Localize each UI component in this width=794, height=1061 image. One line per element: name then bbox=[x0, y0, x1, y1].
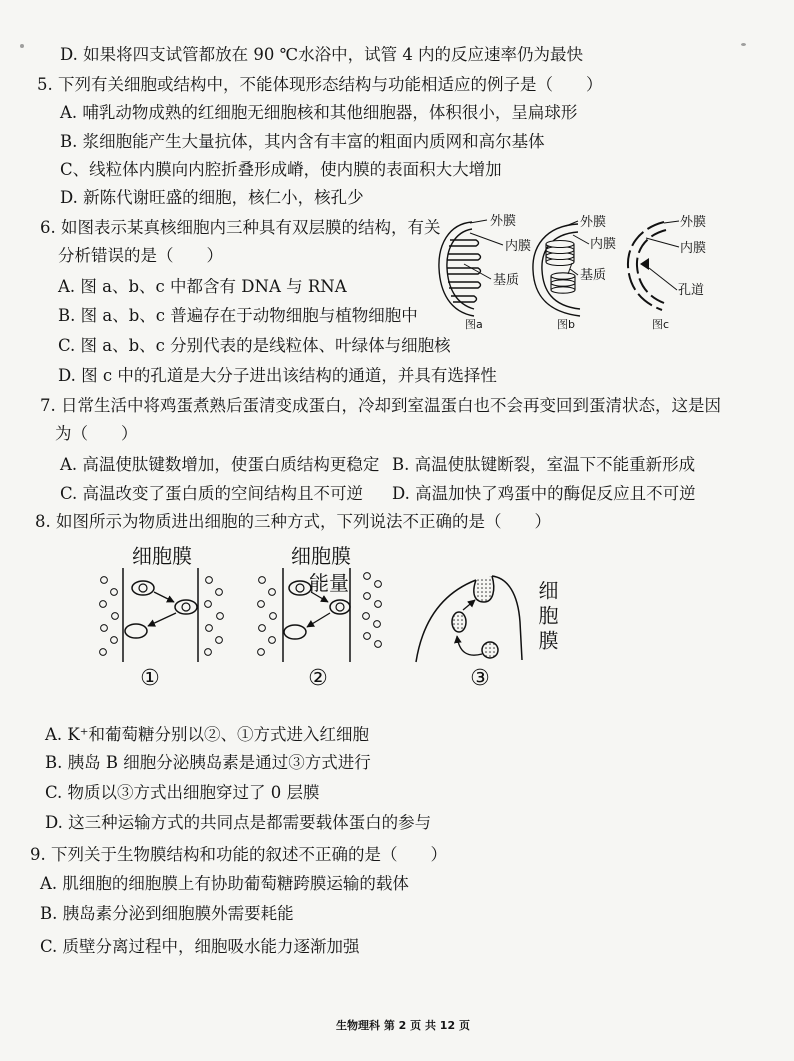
transported-molecule bbox=[182, 603, 190, 611]
q5-stem: 5. 下列有关细胞或结构中，不能体现形态结构与功能相适应的例子是（ ） bbox=[37, 75, 603, 94]
figure-c-nucleus bbox=[628, 221, 679, 310]
transported-molecule bbox=[139, 584, 147, 592]
molecule-dot bbox=[375, 581, 382, 588]
q9-option-a: A. 肌细胞的细胞膜上有协助葡萄糖跨膜运输的载体 bbox=[40, 874, 409, 893]
nuclear-inner-membrane bbox=[637, 230, 666, 303]
nuclear-pore bbox=[640, 258, 649, 270]
molecule-dot bbox=[259, 625, 266, 632]
q9-option-b: B. 胰岛素分泌到细胞膜外需要耗能 bbox=[40, 904, 294, 923]
molecule-dot bbox=[374, 621, 381, 628]
figure-b-matrix-label: 基质 bbox=[580, 268, 607, 283]
figure-a-inner-label: 内膜 bbox=[505, 239, 532, 254]
molecule-dot bbox=[269, 637, 276, 644]
q8-option-d: D. 这三种运输方式的共同点是都需要载体蛋白的参与 bbox=[45, 813, 432, 832]
membrane-curve-left bbox=[416, 580, 476, 662]
figure-b-caption: 图b bbox=[557, 318, 575, 331]
transported-molecule bbox=[336, 603, 344, 611]
mitochondrion-crista bbox=[447, 268, 481, 274]
molecule-dot bbox=[101, 577, 108, 584]
q5-option-b: B. 浆细胞能产生大量抗体，其内含有丰富的粗面内质网和高尔基体 bbox=[60, 132, 545, 151]
q8-option-b: B. 胰岛 B 细胞分泌胰岛素是通过③方式进行 bbox=[45, 753, 371, 772]
q6-option-d: D. 图 c 中的孔道是大分子进出该结构的通道，并具有选择性 bbox=[58, 366, 497, 385]
arrow bbox=[154, 592, 174, 602]
figure-a-matrix-label: 基质 bbox=[493, 273, 520, 288]
thylakoid-disc bbox=[546, 241, 574, 248]
leader-line bbox=[573, 235, 589, 244]
arrow bbox=[463, 600, 475, 610]
membrane-label-1: 细胞膜 bbox=[132, 544, 192, 568]
molecule-dot bbox=[363, 613, 370, 620]
molecule-dot bbox=[216, 589, 223, 596]
mitochondrion-crista bbox=[448, 282, 481, 288]
carrier-protein bbox=[330, 600, 350, 614]
membrane-label-2: 细胞膜 bbox=[291, 544, 351, 568]
page-footer: 生物理科 第 2 页 共 12 页 bbox=[336, 1019, 470, 1032]
q9-stem: 9. 下列关于生物膜结构和功能的叙述不正确的是（ ） bbox=[30, 845, 447, 864]
q6-option-a: A. 图 a、b、c 中都含有 DNA 与 RNA bbox=[58, 277, 347, 296]
figure-a-mitochondrion bbox=[439, 220, 503, 316]
molecule-dot bbox=[111, 589, 118, 596]
figure-c-pore-label: 孔道 bbox=[678, 283, 705, 298]
figure-a-caption: 图a bbox=[465, 318, 483, 331]
figure-c-outer-label: 外膜 bbox=[680, 215, 707, 230]
mitochondrion-crista bbox=[447, 254, 481, 260]
arrow bbox=[307, 613, 330, 627]
molecule-dot bbox=[364, 593, 371, 600]
scan-speck bbox=[741, 43, 746, 46]
fusing-vesicle bbox=[474, 576, 494, 602]
membrane-label-3: 细胞膜 bbox=[535, 580, 559, 655]
q7-option-a: A. 高温使肽键数增加，使蛋白质结构更稳定 bbox=[60, 455, 380, 474]
figure-a-outer-label: 外膜 bbox=[490, 214, 517, 229]
carrier-protein bbox=[125, 624, 147, 638]
q7-stem-line-1: 7. 日常生活中将鸡蛋煮熟后蛋清变成蛋白，冷却到室温蛋白也不会再变回到蛋清状态，这是因 bbox=[40, 396, 721, 415]
figure-c-caption: 图c bbox=[652, 318, 670, 331]
scan-speck bbox=[20, 44, 24, 48]
molecule-dot bbox=[206, 625, 213, 632]
molecule-dot bbox=[364, 573, 371, 580]
mitochondrion-inner-membrane bbox=[447, 229, 474, 309]
leader-line bbox=[649, 268, 677, 290]
q7-option-d: D. 高温加快了鸡蛋中的酶促反应且不可逆 bbox=[392, 484, 696, 503]
leader-line bbox=[470, 233, 503, 245]
molecule-dot bbox=[111, 637, 118, 644]
mitochondrion-crista bbox=[451, 296, 477, 302]
molecule-dot bbox=[364, 633, 371, 640]
molecule-dot bbox=[100, 601, 107, 608]
molecule-dot bbox=[216, 637, 223, 644]
mode-number-1: ① bbox=[140, 666, 160, 691]
transport-mode-1 bbox=[123, 568, 198, 662]
molecule-dot bbox=[206, 577, 213, 584]
transport-mode-3 bbox=[416, 576, 522, 662]
q8-figure bbox=[88, 538, 568, 693]
leader-line bbox=[464, 264, 491, 279]
carrier-protein bbox=[175, 600, 197, 614]
figure-b-outer-label: 外膜 bbox=[580, 215, 607, 230]
molecule-dot bbox=[269, 589, 276, 596]
q6-stem-line-2: 分析错误的是（ ） bbox=[58, 246, 223, 265]
molecule-dot bbox=[205, 649, 212, 656]
molecule-dot bbox=[375, 601, 382, 608]
mode-number-3: ③ bbox=[470, 666, 490, 691]
figure-b-inner-label: 内膜 bbox=[590, 237, 617, 252]
q7-option-b: B. 高温使肽键断裂，室温下不能重新形成 bbox=[392, 455, 696, 474]
vesicle bbox=[482, 642, 498, 658]
q8-stem: 8. 如图所示为物质进出细胞的三种方式，下列说法不正确的是（ ） bbox=[35, 512, 551, 531]
q5-option-c: C、线粒体内膜向内腔折叠形成嵴，使内膜的表面积大大增加 bbox=[60, 160, 502, 179]
molecule-dot bbox=[259, 577, 266, 584]
molecule-dot bbox=[112, 613, 119, 620]
thylakoid-disc bbox=[551, 280, 575, 286]
molecule-dot bbox=[258, 601, 265, 608]
transported-molecule bbox=[296, 584, 304, 592]
q6-figure-svg bbox=[432, 206, 724, 338]
molecule-dot bbox=[375, 641, 382, 648]
q6-figure bbox=[432, 206, 724, 338]
q7-stem-line-2: 为（ ） bbox=[55, 424, 138, 443]
q5-option-a: A. 哺乳动物成熟的红细胞无细胞核和其他细胞器，体积很小，呈扁球形 bbox=[60, 103, 578, 122]
q8-option-c: C. 物质以③方式出细胞穿过了 0 层膜 bbox=[45, 783, 320, 802]
q5-option-d: D. 新陈代谢旺盛的细胞，核仁小，核孔少 bbox=[60, 188, 364, 207]
granum-stack bbox=[546, 241, 574, 266]
molecule-dot bbox=[217, 613, 224, 620]
q6-option-c: C. 图 a、b、c 分别代表的是线粒体、叶绿体与细胞核 bbox=[58, 336, 451, 355]
carrier-protein bbox=[289, 581, 311, 595]
molecule-dot bbox=[205, 601, 212, 608]
molecule-dot bbox=[100, 649, 107, 656]
energy-label: 能量 bbox=[309, 571, 349, 595]
q7-option-c: C. 高温改变了蛋白质的空间结构且不可逆 bbox=[60, 484, 364, 503]
granum-stack bbox=[551, 273, 575, 293]
thylakoid-disc bbox=[551, 273, 575, 279]
q6-stem-line-1: 6. 如图表示某真核细胞内三种具有双层膜的结构，有关 bbox=[40, 218, 441, 237]
vesicle bbox=[452, 612, 466, 632]
thylakoid-disc bbox=[551, 287, 575, 293]
leader-line bbox=[664, 221, 679, 223]
q9-option-c: C. 质壁分离过程中，细胞吸水能力逐渐加强 bbox=[40, 937, 360, 956]
molecule-dot bbox=[101, 625, 108, 632]
carrier-protein bbox=[132, 581, 154, 595]
q8-option-a: A. K⁺和葡萄糖分别以②、①方式进入红细胞 bbox=[45, 725, 369, 744]
figure-c-inner-label: 内膜 bbox=[680, 241, 707, 256]
molecule-dot bbox=[258, 649, 265, 656]
arrow bbox=[457, 636, 482, 655]
arrow bbox=[148, 613, 176, 626]
molecule-dot bbox=[270, 613, 277, 620]
mode-number-2: ② bbox=[308, 666, 328, 691]
q6-option-b: B. 图 a、b、c 普遍存在于动物细胞与植物细胞中 bbox=[58, 306, 418, 325]
leader-line bbox=[470, 220, 487, 223]
leader-line bbox=[646, 238, 679, 247]
q8-figure-svg bbox=[88, 538, 568, 693]
carrier-protein bbox=[284, 625, 306, 639]
q4-option-d: D. 如果将四支试管都放在 90 ℃水浴中，试管 4 内的反应速率仍为最快 bbox=[60, 45, 584, 64]
